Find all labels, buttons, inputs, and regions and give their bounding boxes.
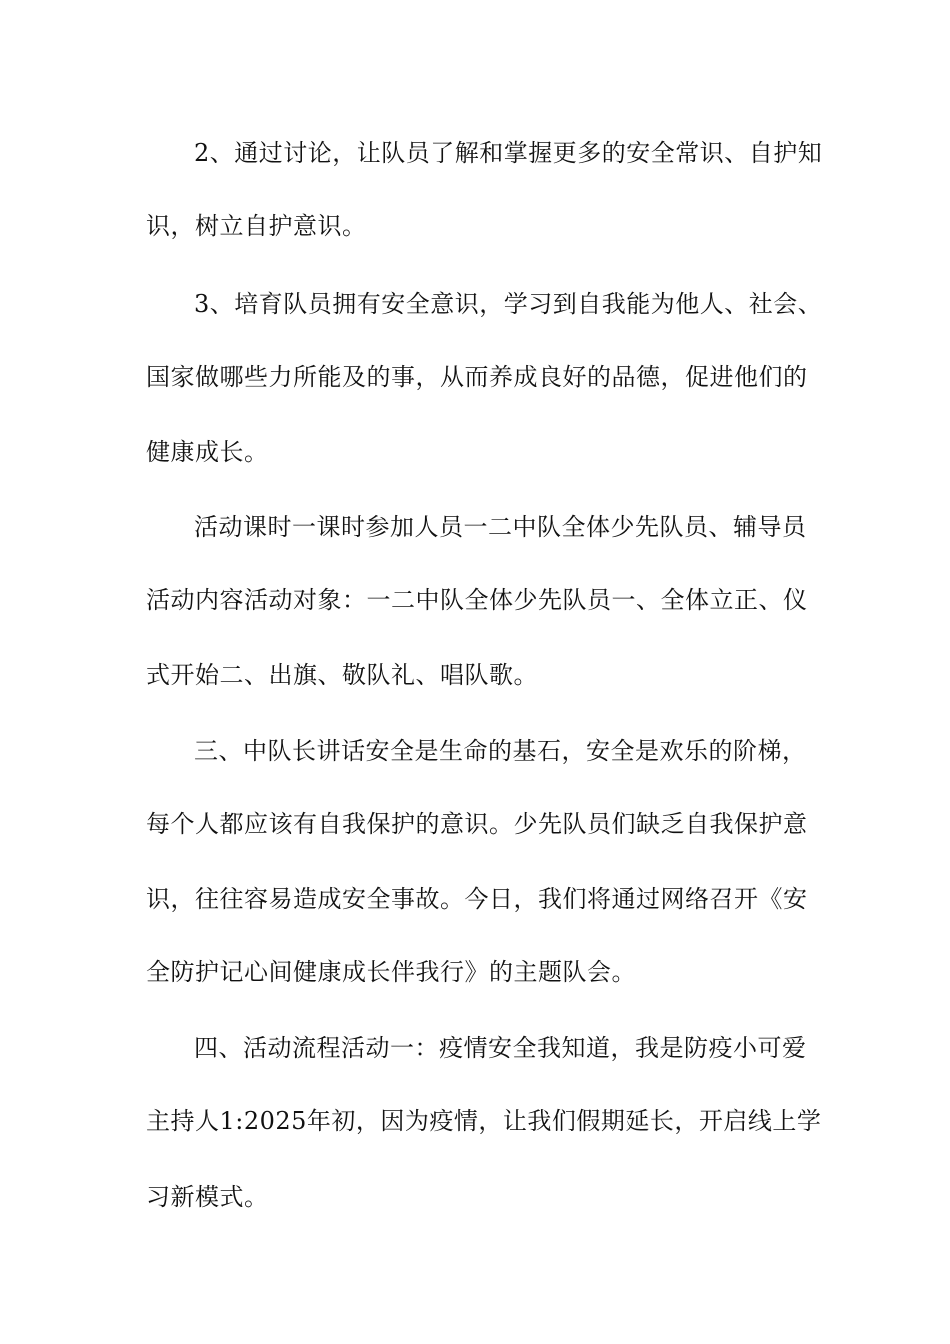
text-line: 健康成长。 xyxy=(146,438,269,466)
text-line: 四、活动流程活动一：疫情安全我知道，我是防疫小可爱 xyxy=(194,1034,807,1062)
text-line: 识，往往容易造成安全事故。今日，我们将通过网络召开《安 xyxy=(146,885,808,913)
text-line: 三、中队长讲话安全是生命的基石，安全是欢乐的阶梯， xyxy=(194,737,807,765)
text-line: 国家做哪些力所能及的事，从而养成良好的品德，促进他们的 xyxy=(146,363,808,391)
text-line: 每个人都应该有自我保护的意识。少先队员们缺乏自我保护意 xyxy=(146,810,808,838)
text-line: 3、培育队员拥有安全意识，学习到自我能为他人、社会、 xyxy=(194,290,823,318)
text-line: 活动内容活动对象：一二中队全体少先队员一、全体立正、仪 xyxy=(146,586,808,614)
text-line: 活动课时一课时参加人员一二中队全体少先队员、辅导员 xyxy=(194,513,807,541)
text-line: 识，树立自护意识。 xyxy=(146,212,367,240)
text-line: 习新模式。 xyxy=(146,1183,269,1211)
text-line: 主持人1:2025年初，因为疫情，让我们假期延长，开启线上学 xyxy=(146,1107,822,1135)
text-line: 2、通过讨论，让队员了解和掌握更多的安全常识、自护知 xyxy=(194,139,823,167)
text-line: 全防护记心间健康成长伴我行》的主题队会。 xyxy=(146,958,636,986)
text-line: 式开始二、出旗、敬队礼、唱队歌。 xyxy=(146,661,538,689)
